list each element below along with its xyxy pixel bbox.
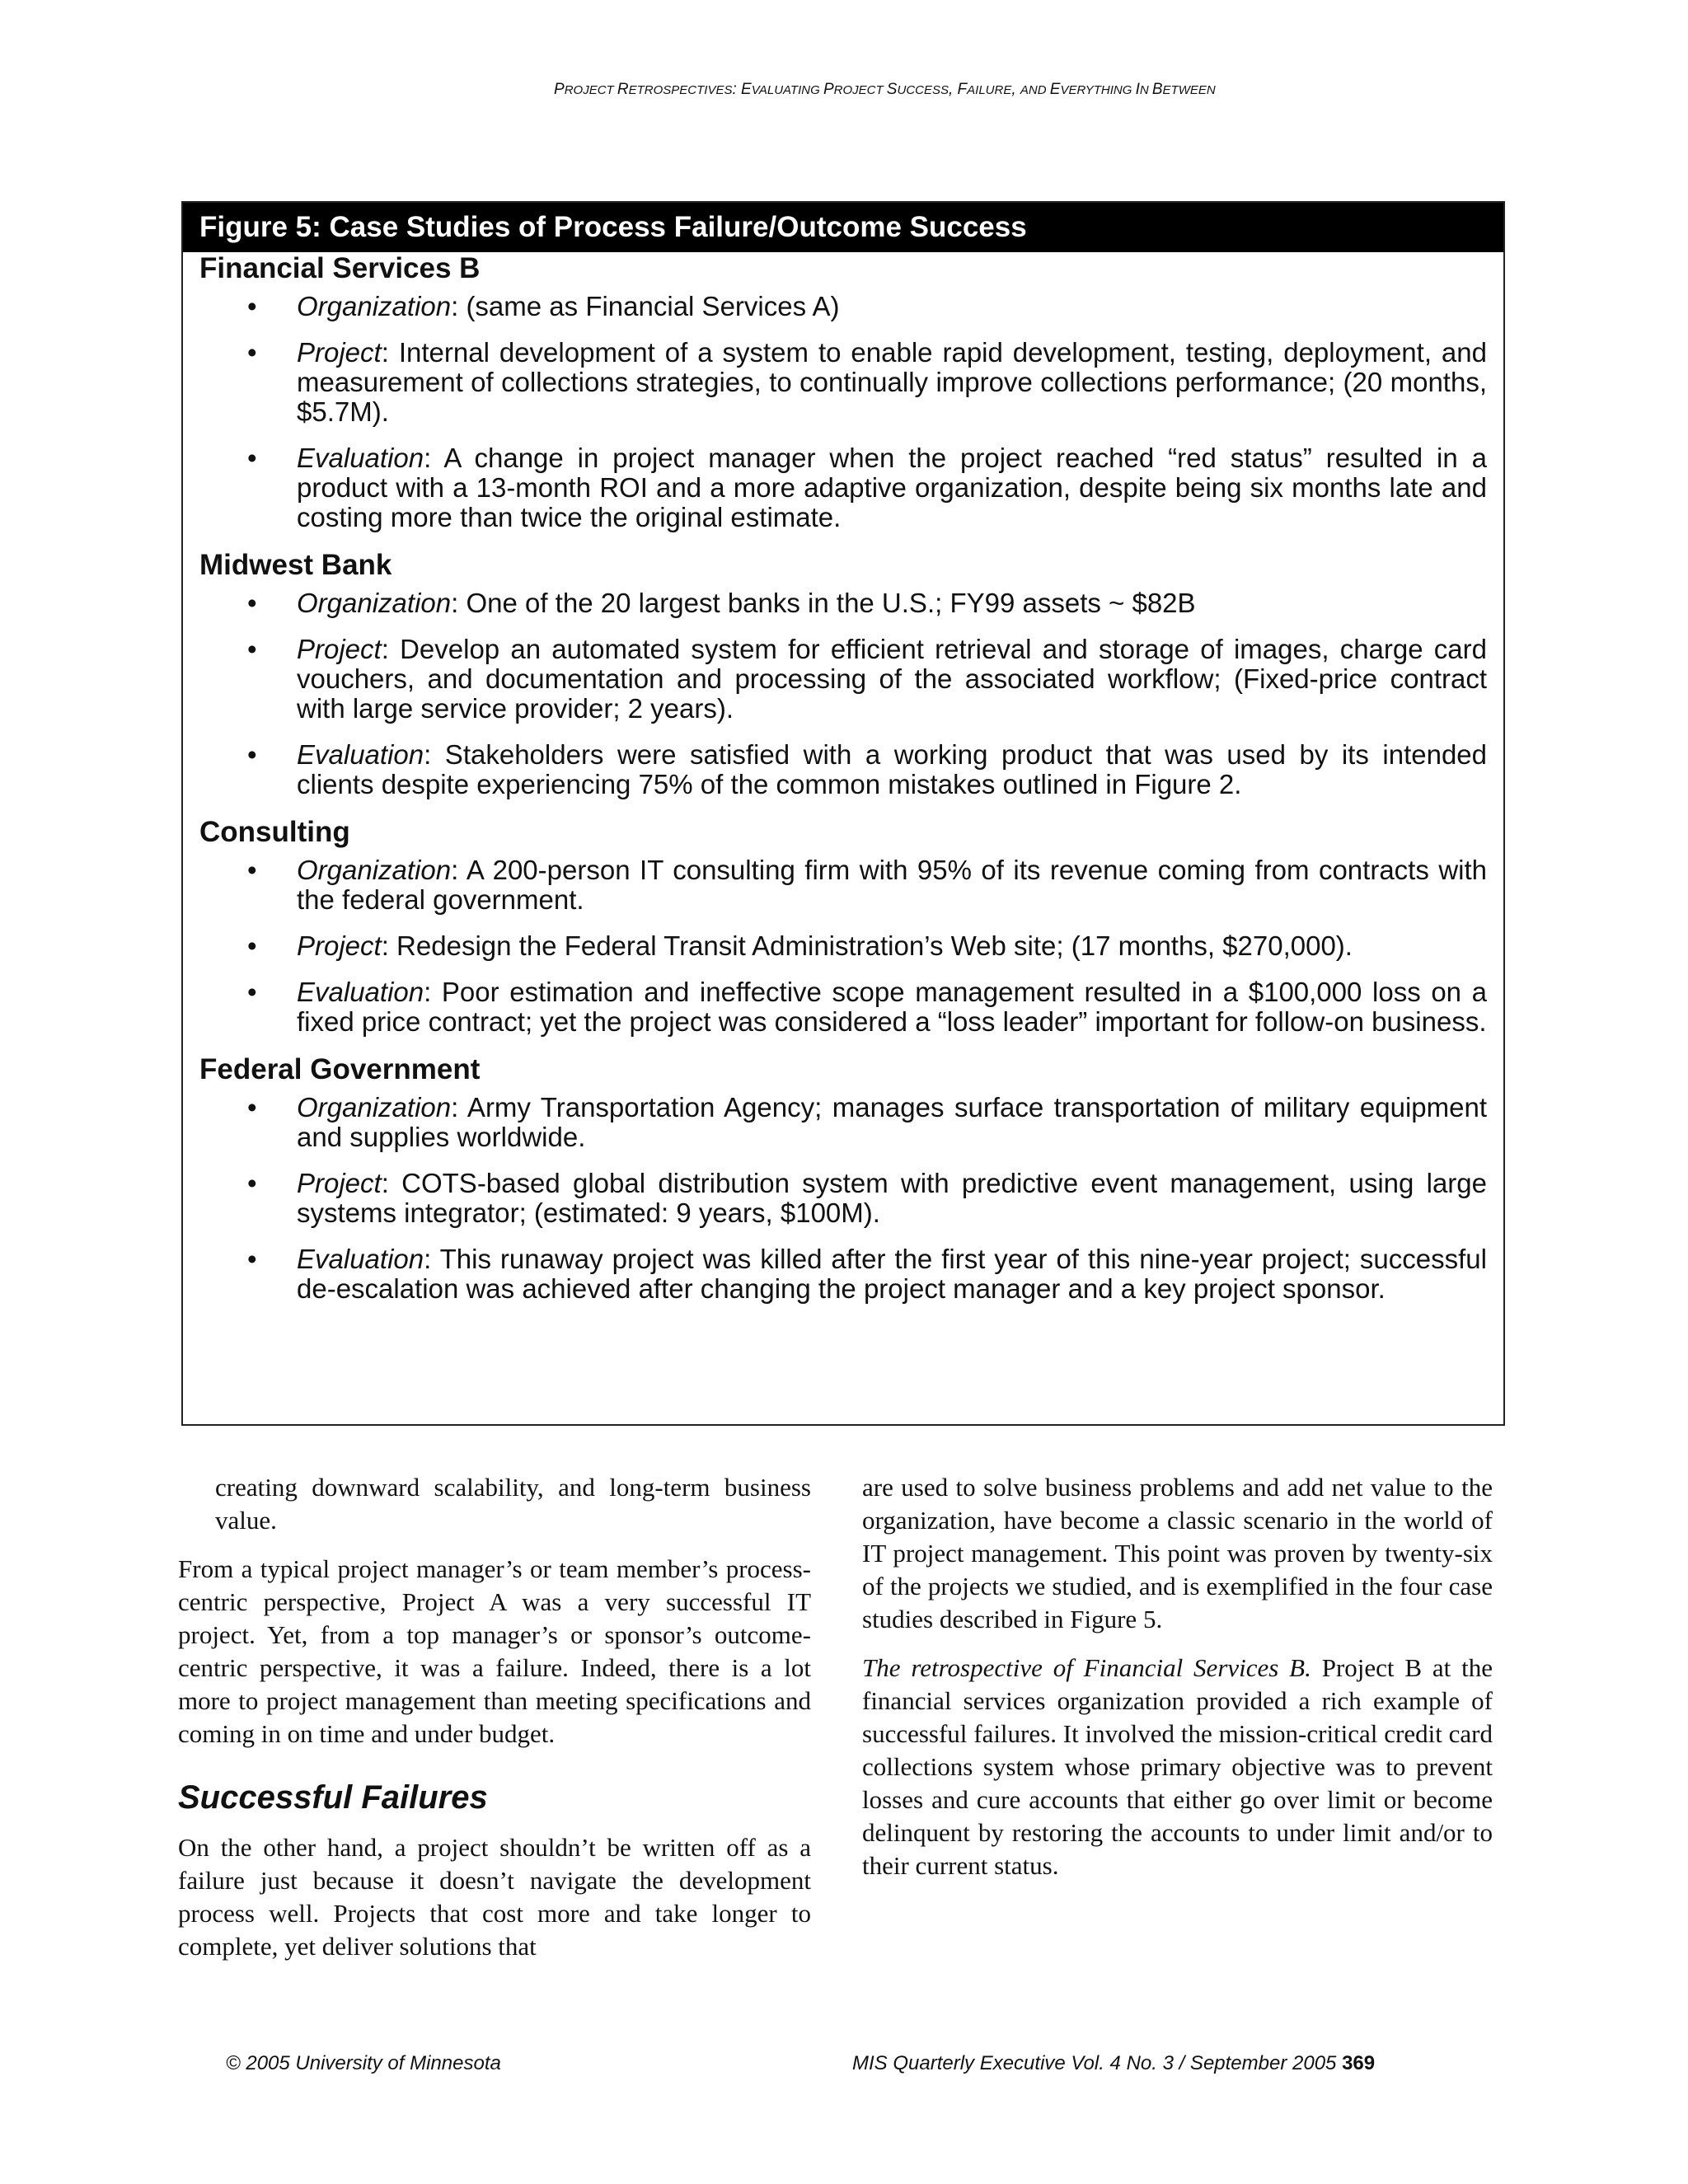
running-header-part: ROJECT [564,83,617,97]
body-column-left [178,1471,811,1979]
case-study [183,816,1503,1037]
body-paragraph: On the other hand, a project shouldn’t be written off as a failure just because it doesn’t navigate the development process well. Projects that cost more and take longer to complete, yet deliver solutions that [178,1833,811,1961]
body-paragraph: are used to solve business problems and add net value to the organization, have become a classic scenario in the world of IT project management. This point was proven by twenty-six of the projects we studied, and is exemplified in the four case studies described in Figure 5. [862,1473,1493,1633]
running-header-part: : E [732,81,752,98]
running-header-part: E [1049,81,1061,98]
case-bullets [183,855,1503,1037]
footer-citation [852,2052,1375,2075]
body-paragraph [862,1652,1493,1882]
running-header-part: AND [1020,83,1050,97]
case-bullets [183,588,1503,799]
running-header-part: ETROSPECTIVES [628,83,733,97]
running-header [0,81,1688,99]
paragraph-text: Project B at the financial services organization provided a rich example of successful failures. It involved the mission-critical credit card collections system whose primary objective was to prevent losses and cure accounts that either go over limit or become delinquent by restoring the accounts to under limit and/or to their current status. [862,1653,1493,1880]
bullet-text: : COTS-based global distribution system with predictive event management, using large systems integrator; (estimated: 9 years, $100M). [297,1168,1487,1228]
bullet-label: Project [297,1168,382,1198]
case-bullet [183,1093,1503,1152]
figure-title: Figure 5: Case Studies of Process Failure/Outcome Success [183,203,1503,252]
running-header-part: AILURE [967,83,1012,97]
bullet-label: Project [297,337,382,368]
bullet-text: : A change in project manager when the project reached “red status” resulted in a product with a 13-month ROI and a more adaptive organization, despite being six months late and costing more than twice the original estimate. [297,443,1487,532]
running-header-part: R [617,81,629,98]
running-header-part: VALUATING [751,83,823,97]
case-bullet [183,931,1503,961]
bullet-label: Organization [297,588,452,618]
case-bullet [183,635,1503,724]
case-bullet [183,855,1503,915]
bullet-text: : Army Transportation Agency; manages surface transportation of military equipment and supplies worldwide. [297,1092,1487,1152]
case-bullet [183,588,1503,618]
bullet-label: Organization [297,855,452,885]
figure-5-box [181,201,1505,1426]
case-bullet [183,292,1503,321]
running-header-part: P [554,81,565,98]
bullet-text: : Internal development of a system to enable rapid development, testing, deployment, and measurement of collections strategies, to continually improve collections performance; (20 months, $5.7M). [297,337,1487,427]
bullet-text: : (same as Financial Services A) [451,291,840,321]
case-bullet [183,338,1503,427]
case-bullet [183,1169,1503,1228]
bullet-label: Organization [297,291,452,321]
bullet-label: Project [297,930,382,961]
body-paragraph: From a typical project manager’s or team member’s process-centric perspective, Project A was a very successful IT project. Yet, from a top manager’s or sponsor’s outcome-centric perspective, it was a failure. Indeed, there is a lot more to project management than meeting specifications and coming in on time and under budget. [178,1554,811,1748]
paragraph-lead: The retrospective of Financial Services B. [862,1653,1311,1682]
bullet-label: Organization [297,1092,452,1122]
running-header-part: B [1151,81,1163,98]
bullet-label: Evaluation [297,739,424,770]
footer-copyright: © 2005 University of Minnesota [226,2052,501,2074]
body-column-right [862,1471,1493,1898]
case-study [183,549,1503,799]
case-name: Midwest Bank [199,549,392,581]
case-study [183,1053,1503,1304]
case-bullet [183,977,1503,1037]
page-number: 369 [1342,2052,1376,2074]
bullet-text: : This runaway project was killed after the first year of this nine-year project; successful de-escalation was achieved after changing the project manager and a key project sponsor. [297,1244,1487,1304]
bullet-label: Evaluation [297,443,424,473]
running-header-part: ETWEEN [1162,83,1216,97]
running-header-part: S [886,81,898,98]
case-studies [183,252,1503,1304]
case-bullet [183,740,1503,799]
running-header-part: N [1139,83,1152,97]
running-header-part: P [823,81,834,98]
running-header-part: , F [949,81,968,98]
bullet-label: Evaluation [297,977,424,1007]
case-bullet [183,443,1503,532]
running-header-part: ROJECT [833,83,887,97]
case-bullet [183,1244,1503,1304]
bullet-text: : One of the 20 largest banks in the U.S.; FY99 assets ~ $82B [451,588,1196,618]
bullet-text: : Poor estimation and ineffective scope management resulted in a $100,000 loss on a fixed price contract; yet the project was considered a “loss leader” important for follow-on business. [297,977,1487,1037]
bullet-label: Project [297,634,382,664]
bullet-label: Evaluation [297,1244,424,1274]
section-heading: Successful Failures [178,1779,488,1816]
bullet-text: : Stakeholders were satisfied with a working product that was used by its intended clients despite experiencing 75% of the common mistakes outlined in Figure 2. [297,739,1487,799]
body-paragraph: creating downward scalability, and long-term business value. [215,1473,811,1535]
bullet-text: : A 200-person IT consulting firm with 95% of its revenue coming from contracts with the federal government. [297,855,1487,915]
bullet-text: : Develop an automated system for efficient retrieval and storage of images, charge card vouchers, and documentation and processing of the associated workflow; (Fixed-price contract with large service provider; 2 years). [297,634,1487,724]
case-bullets [183,1093,1503,1304]
bullet-text: : Redesign the Federal Transit Administration’s Web site; (17 months, $270,000). [381,930,1353,961]
case-study [183,252,1503,532]
case-name: Consulting [199,816,350,848]
case-name: Federal Government [199,1053,481,1085]
running-header-part: UCCESS [897,83,949,97]
running-header-part: I [1135,81,1140,98]
running-header-part: VERYTHING [1060,83,1136,97]
case-bullets [183,292,1503,532]
case-name: Financial Services B [199,252,481,284]
running-header-part: , [1011,81,1020,98]
footer-journal: MIS Quarterly Executive Vol. 4 No. 3 / September 2005 [852,2052,1343,2074]
